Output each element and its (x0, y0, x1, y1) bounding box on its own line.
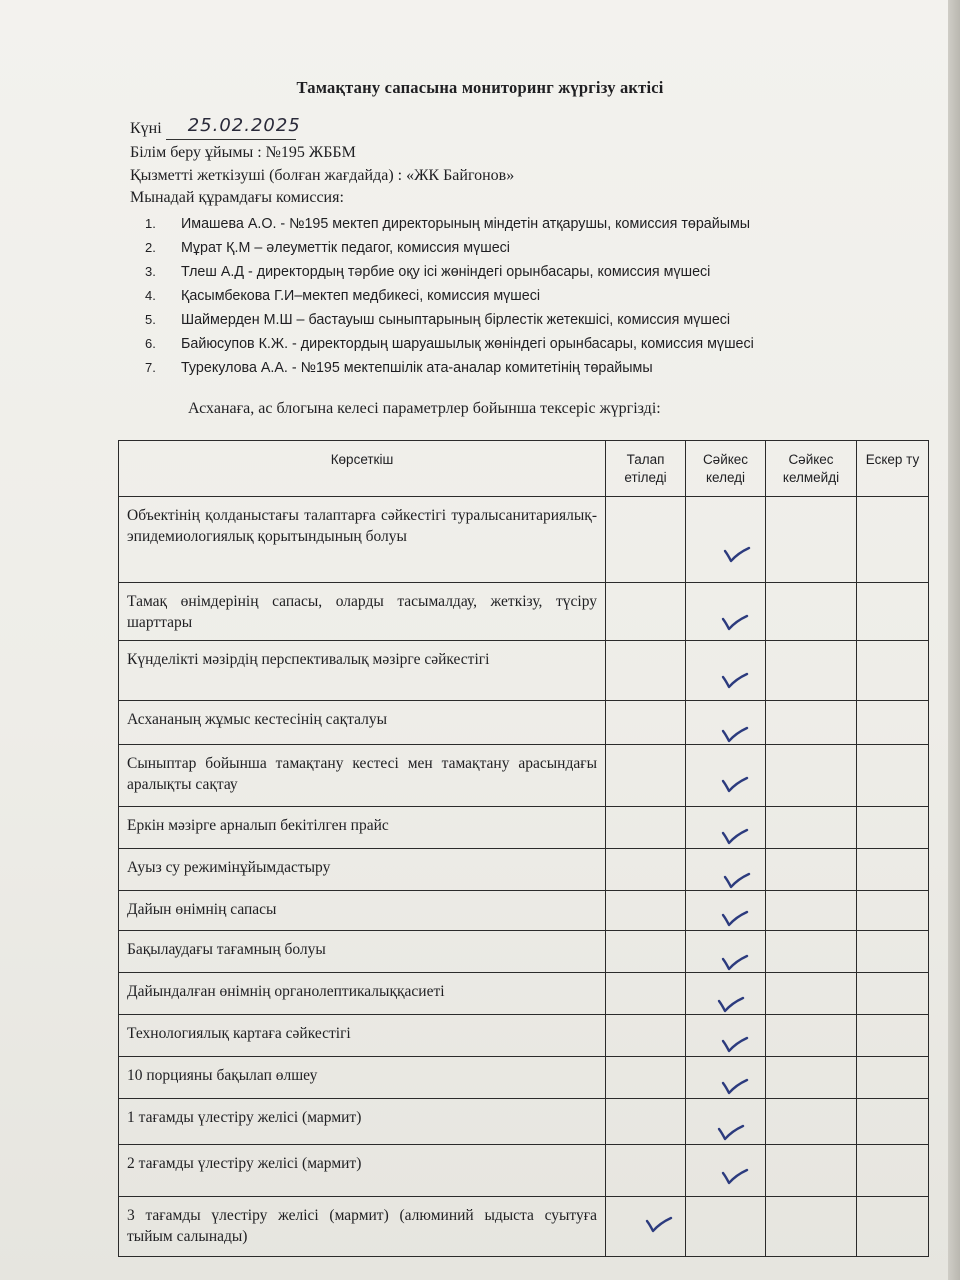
table-row (119, 497, 929, 583)
compliant-cell (686, 807, 766, 849)
required-cell (606, 849, 686, 891)
table-row (119, 1057, 929, 1099)
checkmark-icon (716, 1123, 746, 1143)
indicator-cell: Күнделікті мәзірдің перспективалық мәзірге сәйкестігі (119, 641, 606, 701)
noncompliant-cell (766, 1057, 857, 1099)
checkmark-icon (720, 827, 750, 847)
noncompliant-cell (766, 701, 857, 745)
checkmark-icon (720, 1035, 750, 1055)
indicator-cell: Тамақ өнімдерінің сапасы, оларды тасымалдау, жеткізу, түсіру шарттары (119, 583, 606, 641)
indicator-cell: Дайын өнімнің сапасы (119, 891, 606, 931)
note-cell (857, 641, 929, 701)
required-cell (606, 1099, 686, 1145)
note-cell (857, 1145, 929, 1197)
inspection-table (118, 440, 929, 1257)
compliant-cell (686, 849, 766, 891)
note-cell (857, 1015, 929, 1057)
note-cell (857, 1197, 929, 1257)
header-required: Талап етіледі (606, 441, 686, 497)
document-title: Тамақтану сапасына мониторинг жүргізу актісі (296, 78, 664, 97)
noncompliant-cell (766, 1015, 857, 1057)
compliant-cell (686, 1099, 766, 1145)
note-cell (857, 1099, 929, 1145)
required-cell (606, 891, 686, 931)
compliant-cell (686, 1197, 766, 1257)
checkmark-icon (720, 1167, 750, 1187)
table-row (119, 849, 929, 891)
date-field (166, 115, 301, 140)
required-cell (606, 1145, 686, 1197)
checkmark-icon (720, 953, 750, 973)
note-cell (857, 497, 929, 583)
compliant-cell (686, 973, 766, 1015)
required-cell (606, 807, 686, 849)
checkmark-icon (720, 671, 750, 691)
checkmark-icon (722, 545, 752, 565)
organization-line: Білім беру ұйымы : №195 ЖББМ (130, 144, 356, 161)
date-label: Күні (130, 120, 162, 137)
table-row (119, 973, 929, 1015)
noncompliant-cell (766, 745, 857, 807)
note-cell (857, 1057, 929, 1099)
compliant-cell (686, 1145, 766, 1197)
indicator-cell: 2 тағамды үлестіру желісі (мармит) (119, 1145, 606, 1197)
inspection-intro: Асханаға, ас блогына келесі параметрлер бойынша тексеріс жүргізді: (188, 400, 661, 417)
noncompliant-cell (766, 497, 857, 583)
checkmark-icon (644, 1215, 674, 1235)
noncompliant-cell (766, 849, 857, 891)
note-cell (857, 849, 929, 891)
indicator-cell: Дайындалған өнімнің органолептикалыққасиеті (119, 973, 606, 1015)
checkmark-icon (720, 613, 750, 633)
compliant-cell (686, 1057, 766, 1099)
table-row (119, 583, 929, 641)
note-cell (857, 931, 929, 973)
required-cell (606, 1197, 686, 1257)
table-row (119, 1197, 929, 1257)
indicator-cell: 1 тағамды үлестіру желісі (мармит) (119, 1099, 606, 1145)
indicator-cell: 3 тағамды үлестіру желісі (мармит) (алюминий ыдыста суытуға тыйым салынады) (119, 1197, 606, 1257)
compliant-cell (686, 497, 766, 583)
header-note: Ескер ту (857, 441, 929, 497)
table-row (119, 891, 929, 931)
compliant-cell (686, 583, 766, 641)
header-indicator: Көрсеткіш (119, 441, 606, 497)
noncompliant-cell (766, 1197, 857, 1257)
indicator-cell: 10 порцияны бақылап өлшеу (119, 1057, 606, 1099)
required-cell (606, 497, 686, 583)
member-item: 4. Қасымбекова Г.И–мектеп медбикесі, комиссия мүшесі (145, 288, 541, 304)
required-cell (606, 931, 686, 973)
noncompliant-cell (766, 973, 857, 1015)
paper-edge (948, 0, 960, 1280)
required-cell (606, 1057, 686, 1099)
date-row (130, 115, 301, 140)
noncompliant-cell (766, 891, 857, 931)
note-cell (857, 973, 929, 1015)
member-item: 6. Байюсупов К.Ж. - директордың шаруашылық жөніндегі орынбасары, комиссия мүшесі (145, 336, 754, 352)
indicator-cell: Сыныптар бойынша тамақтану кестесі мен тамақтану арасындағы аралықты сақтау (119, 745, 606, 807)
noncompliant-cell (766, 931, 857, 973)
noncompliant-cell (766, 1099, 857, 1145)
noncompliant-cell (766, 641, 857, 701)
checkmark-icon (720, 1077, 750, 1097)
compliant-cell (686, 891, 766, 931)
required-cell (606, 701, 686, 745)
note-cell (857, 891, 929, 931)
member-item: 5. Шаймерден М.Ш – бастауыш сыныптарының бірлестік жетекшісі, комиссия мүшесі (145, 312, 731, 328)
compliant-cell (686, 931, 766, 973)
table-row (119, 641, 929, 701)
member-item: 2. Мұрат Қ.М – әлеуметтік педагог, комиссия мүшесі (145, 240, 510, 256)
member-item: 1. Имашева А.О. - №195 мектеп директорының міндетін атқарушы, комиссия төрайымы (145, 216, 751, 232)
note-cell (857, 583, 929, 641)
table-row (119, 745, 929, 807)
note-cell (857, 745, 929, 807)
indicator-cell: Бақылаудағы тағамның болуы (119, 931, 606, 973)
checkmark-icon (722, 871, 752, 891)
checkmark-icon (720, 725, 750, 745)
header-compliant: Сәйкес келеді (686, 441, 766, 497)
table-row (119, 701, 929, 745)
table-row (119, 1145, 929, 1197)
indicator-cell: Асхананың жұмыс кестесінің сақталуы (119, 701, 606, 745)
noncompliant-cell (766, 807, 857, 849)
required-cell (606, 973, 686, 1015)
member-item: 3. Тлеш А.Д - директордың тәрбие оқу ісі жөніндегі орынбасары, комиссия мүшесі (145, 264, 711, 280)
indicator-cell: Ауыз су режимінұйымдастыру (119, 849, 606, 891)
supplier-line: Қызметті жеткізуші (болған жағдайда) : «ЖК Байгонов» (130, 167, 515, 184)
table-row (119, 807, 929, 849)
compliant-cell (686, 1015, 766, 1057)
required-cell (606, 745, 686, 807)
required-cell (606, 641, 686, 701)
required-cell (606, 583, 686, 641)
table-row (119, 1015, 929, 1057)
compliant-cell (686, 641, 766, 701)
date-handwritten: 25.02.2025 (187, 115, 301, 136)
commission-intro: Мынадай құрамдағы комиссия: (130, 189, 344, 206)
header-noncompliant: Сәйкес келмейді (766, 441, 857, 497)
checkmark-icon (716, 995, 746, 1015)
note-cell (857, 807, 929, 849)
noncompliant-cell (766, 1145, 857, 1197)
note-cell (857, 701, 929, 745)
member-item: 7. Турекулова А.А. - №195 мектепшілік ата-аналар комитетінің төрайымы (145, 360, 653, 376)
table-row (119, 1099, 929, 1145)
checkmark-icon (720, 775, 750, 795)
commission-member-list (145, 212, 754, 380)
compliant-cell (686, 745, 766, 807)
compliant-cell (686, 701, 766, 745)
table-header-row (119, 441, 929, 497)
table-row (119, 931, 929, 973)
checkmark-icon (720, 909, 750, 929)
required-cell (606, 1015, 686, 1057)
indicator-cell: Технологиялық картаға сәйкестігі (119, 1015, 606, 1057)
indicator-cell: Объектінің қолданыстағы талаптарға сәйкестігі туралысанитариялық-эпидемиологиялық қорытындының болуы (119, 497, 606, 583)
indicator-cell: Еркін мәзірге арналып бекітілген прайс (119, 807, 606, 849)
noncompliant-cell (766, 583, 857, 641)
